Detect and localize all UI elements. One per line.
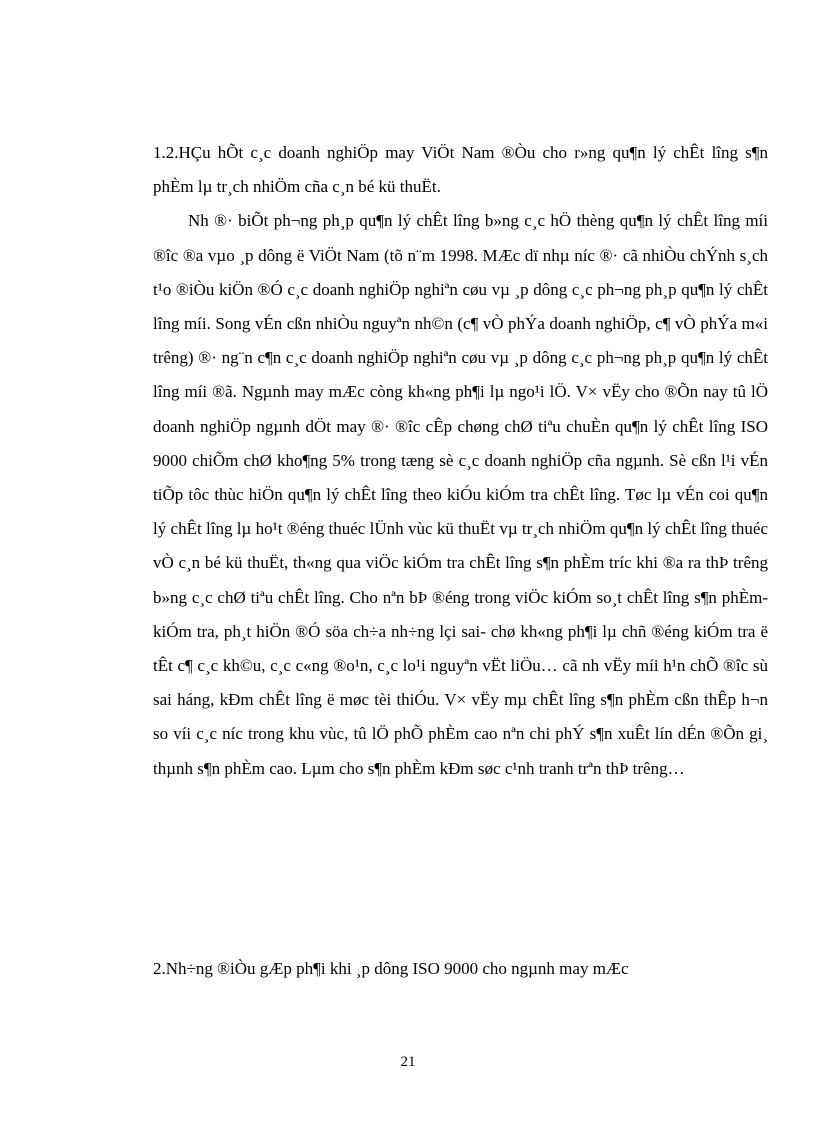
paragraph-2: Nh ®· biÕt ph¬ng ph¸p qu¶n lý chÊt lîng b»ng c¸c hÖ thèng qu¶n lý chÊt lîng míi ®îc ®a vµo ¸p dông ë ViÖt Nam (tõ n¨m 1998. MÆc dï nhµ níc ®· cã nhiÒu chÝnh s¸ch t¹o ®iÒu kiÖn ®Ó c¸c doanh nghiÖp nghiªn cøu vµ ¸p dông c¸c ph¬ng ph¸p qu¶n lý chÊt lîng míi. Song vÉn cßn nhiÒu nguyªn nh©n (c¶ vÒ phÝa doanh nghiÖp, c¶ vÒ phÝa m«i trêng) ®· ng¨n c¶n c¸c doanh nghiÖp nghiªn cøu vµ ¸p dông c¸c ph¬ng ph¸p qu¶n lý chÊt lîng míi ®ã. Ngµnh may mÆc còng kh«ng ph¶i lµ ngo¹i lÖ. V× vËy cho ®Õn nay tû lÖ doanh nghiÖp ngµnh dÖt may ®· ®îc cÊp chøng chØ tiªu chuÈn qu¶n lý chÊt lîng ISO 9000 chiÕm chØ kho¶ng 5% trong tæng sè c¸c doanh nghiÖp cña ngµnh. Sè cßn l¹i vÉn tiÕp tôc thùc hiÖn qu¶n lý chÊt lîng theo kiÓu kiÓm tra chÊt lîng. Tøc lµ vÉn coi qu¶n lý chÊt lîng lµ ho¹t ®éng thuéc lÜnh vùc kü thuËt vµ tr¸ch nhiÖm qu¶n lý chÊt lîng thuéc vÒ c¸n bé kü thuËt, th«ng qua viÖc kiÓm tra chÊt lîng s¶n phÈm tríc khi ®a ra thÞ trêng b»ng c¸c chØ tiªu chÊt lîng. Cho nªn bÞ ®éng trong viÖc kiÓm so¸t chÊt lîng s¶n phÈm-kiÓm tra, ph¸t hiÖn ®Ó söa ch÷a nh÷ng lçi sai- chø kh«ng ph¶i lµ chñ ®éng kiÓm tra ë tÊt c¶ c¸c kh©u, c¸c c«ng ®o¹n, c¸c lo¹i nguyªn vËt liÖu… cã nh vËy míi h¹n chÕ ®îc sù sai háng, kÐm chÊt lîng ë møc tèi thiÓu. V× vËy mµ chÊt lîng s¶n phÈm cßn thÊp h¬n so víi c¸c níc trong khu vùc, tû lÖ phÕ phÈm cao nªn chi phÝ s¶n xuÊt lín dÉn ®Õn gi¸ thµnh s¶n phÈm cao. Lµm cho s¶n phÈm kÐm søc c¹nh tranh trªn thÞ trêng… — [153, 211, 768, 778]
body-text — [153, 136, 768, 786]
paragraph-1: 1.2.HÇu hÕt c¸c doanh nghiÖp may ViÖt Nam ®Òu cho r»ng qu¶n lý chÊt lîng s¶n phÈm lµ tr¸ch nhiÖm cña c¸n bé kü thuËt. — [153, 143, 768, 197]
section-heading: 2.Nh÷ng ®iÒu gÆp ph¶i khi ¸p dông ISO 9000 cho ngµnh may mÆc — [153, 959, 629, 978]
page-number: 21 — [400, 1054, 416, 1070]
